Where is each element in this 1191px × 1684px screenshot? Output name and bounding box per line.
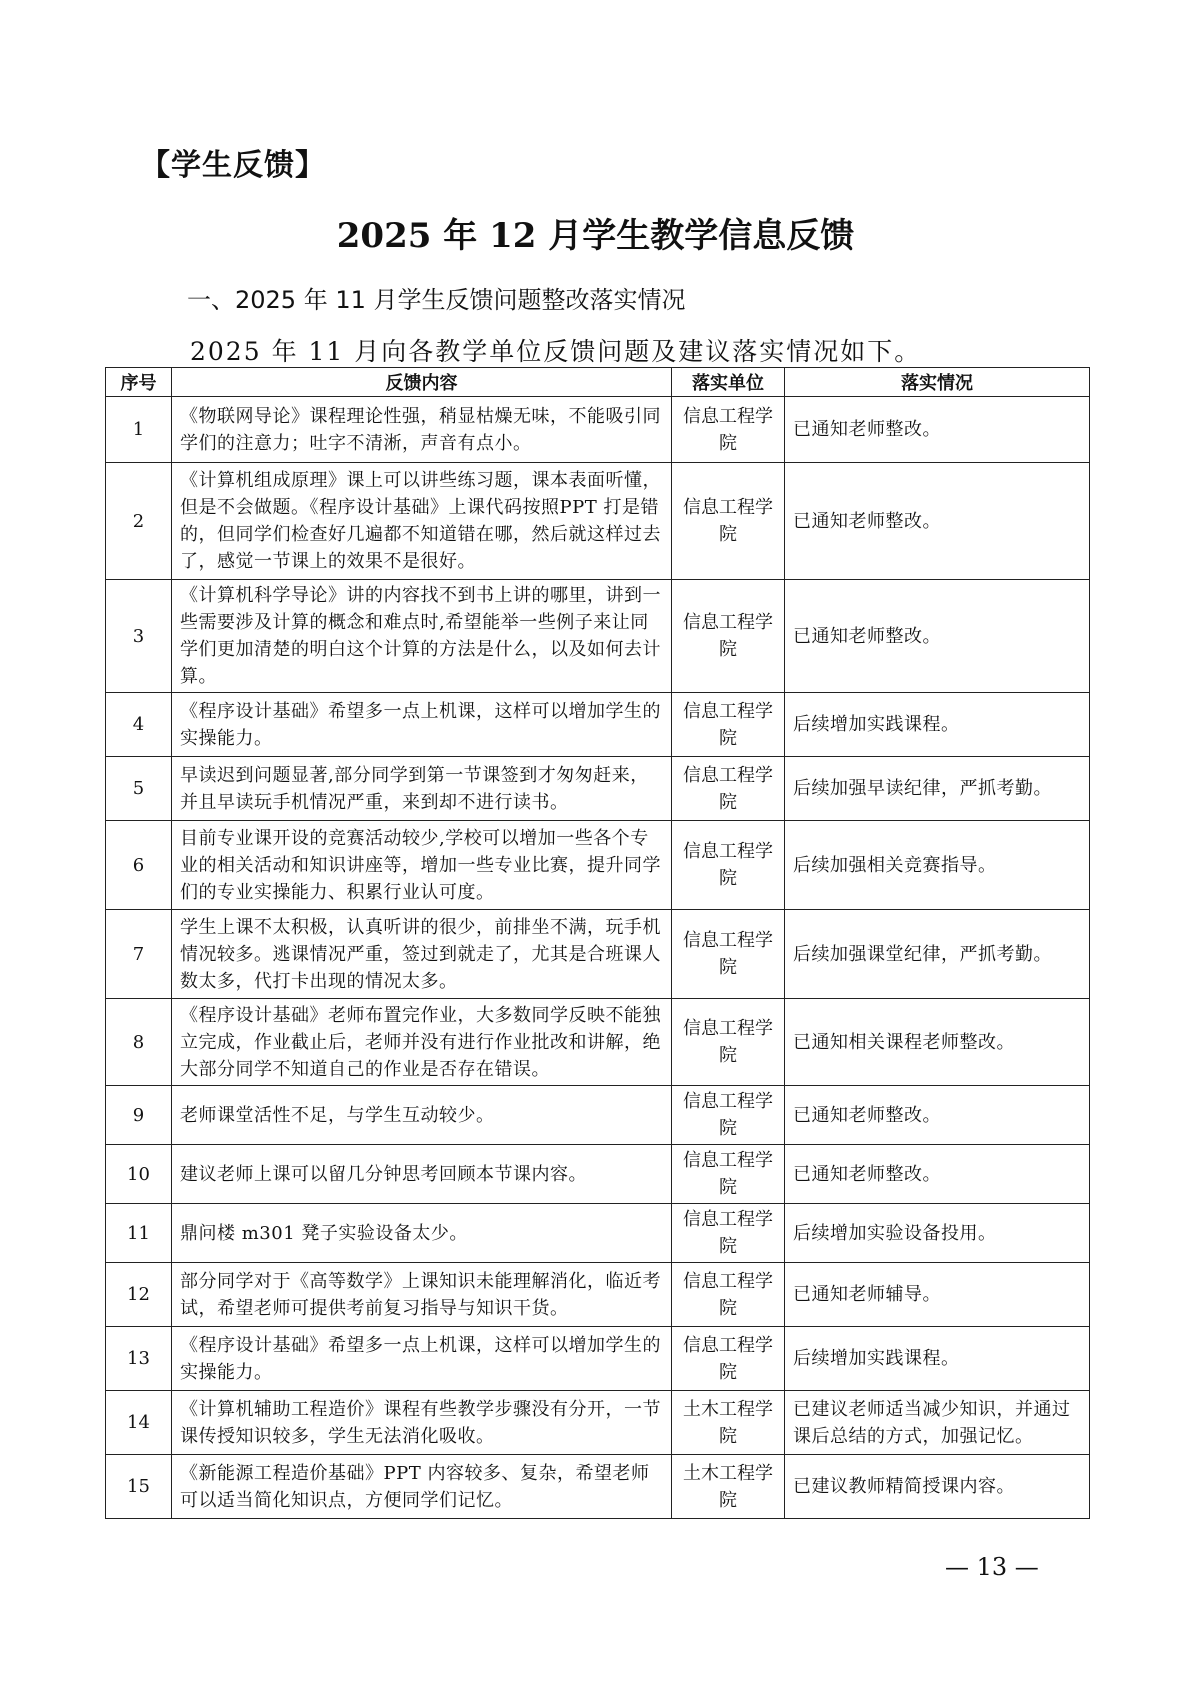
row-content: 鼎问楼 m301 凳子实验设备太少。	[172, 1204, 672, 1263]
row-number: 4	[106, 693, 172, 757]
row-content: 建议老师上课可以留几分钟思考回顾本节课内容。	[172, 1145, 672, 1204]
row-unit: 信息工程学院	[672, 580, 785, 693]
row-status: 后续增加实践课程。	[785, 693, 1090, 757]
row-unit: 信息工程学院	[672, 1263, 785, 1327]
row-unit: 信息工程学院	[672, 1086, 785, 1145]
row-content: 早读迟到问题显著,部分同学到第一节课签到才匆匆赶来，并且早读玩手机情况严重，来到却不进行读书。	[172, 757, 672, 821]
table-row	[106, 463, 1090, 580]
row-number: 10	[106, 1145, 172, 1204]
table-row	[106, 397, 1090, 463]
table-row	[106, 999, 1090, 1086]
row-status: 后续增加实践课程。	[785, 1327, 1090, 1391]
row-content: 部分同学对于《高等数学》上课知识未能理解消化，临近考试，希望老师可提供考前复习指导与知识干货。	[172, 1263, 672, 1327]
row-number: 13	[106, 1327, 172, 1391]
row-status: 后续加强相关竞赛指导。	[785, 821, 1090, 910]
row-number: 3	[106, 580, 172, 693]
row-number: 8	[106, 999, 172, 1086]
row-content: 《程序设计基础》希望多一点上机课，这样可以增加学生的实操能力。	[172, 693, 672, 757]
row-unit: 信息工程学院	[672, 757, 785, 821]
row-unit: 信息工程学院	[672, 999, 785, 1086]
row-content: 目前专业课开设的竞赛活动较少,学校可以增加一些各个专业的相关活动和知识讲座等，增加一些专业比赛，提升同学们的专业实操能力、积累行业认可度。	[172, 821, 672, 910]
row-number: 7	[106, 910, 172, 999]
header-content: 反馈内容	[172, 368, 672, 397]
intro-paragraph: 2025 年 11 月向各教学单位反馈问题及建议落实情况如下。	[190, 337, 922, 366]
row-number: 5	[106, 757, 172, 821]
row-number: 12	[106, 1263, 172, 1327]
table-row	[106, 1327, 1090, 1391]
row-number: 15	[106, 1455, 172, 1519]
row-content: 学生上课不太积极，认真听讲的很少，前排坐不满，玩手机情况较多。逃课情况严重，签过到就走了，尤其是合班课人数太多，代打卡出现的情况太多。	[172, 910, 672, 999]
row-unit: 信息工程学院	[672, 397, 785, 463]
row-status: 已通知老师整改。	[785, 397, 1090, 463]
table-row	[106, 1086, 1090, 1145]
row-number: 6	[106, 821, 172, 910]
row-status: 后续增加实验设备投用。	[785, 1204, 1090, 1263]
row-status: 已通知老师整改。	[785, 1086, 1090, 1145]
row-content: 《计算机科学导论》讲的内容找不到书上讲的哪里，讲到一些需要涉及计算的概念和难点时,希望能举一些例子来让同学们更加清楚的明白这个计算的方法是什么，以及如何去计算。	[172, 580, 672, 693]
row-status: 后续加强课堂纪律，严抓考勤。	[785, 910, 1090, 999]
header-status: 落实情况	[785, 368, 1090, 397]
row-status: 已通知老师辅导。	[785, 1263, 1090, 1327]
section-heading: 一、2025 年 11 月学生反馈问题整改落实情况	[187, 286, 686, 314]
row-unit: 土木工程学院	[672, 1455, 785, 1519]
header-unit: 落实单位	[672, 368, 785, 397]
table-header-row	[106, 368, 1090, 397]
table-row	[106, 1263, 1090, 1327]
row-number: 11	[106, 1204, 172, 1263]
row-unit: 信息工程学院	[672, 693, 785, 757]
page-number: — 13 —	[945, 1553, 1039, 1581]
table-row	[106, 821, 1090, 910]
row-status: 后续加强早读纪律，严抓考勤。	[785, 757, 1090, 821]
row-number: 14	[106, 1391, 172, 1455]
row-status: 已建议老师适当减少知识，并通过课后总结的方式，加强记忆。	[785, 1391, 1090, 1455]
header-no: 序号	[106, 368, 172, 397]
row-unit: 信息工程学院	[672, 821, 785, 910]
row-status: 已通知老师整改。	[785, 463, 1090, 580]
table-row	[106, 757, 1090, 821]
row-content: 《计算机组成原理》课上可以讲些练习题，课本表面听懂，但是不会做题。《程序设计基础》上课代码按照PPT 打是错的，但同学们检查好几遍都不知道错在哪，然后就这样过去了，感觉一节课上的效果不是很好。	[172, 463, 672, 580]
row-unit: 信息工程学院	[672, 463, 785, 580]
row-status: 已通知老师整改。	[785, 580, 1090, 693]
row-content: 老师课堂活性不足，与学生互动较少。	[172, 1086, 672, 1145]
row-unit: 土木工程学院	[672, 1391, 785, 1455]
row-status: 已通知相关课程老师整改。	[785, 999, 1090, 1086]
row-unit: 信息工程学院	[672, 1145, 785, 1204]
row-content: 《程序设计基础》老师布置完作业，大多数同学反映不能独立完成，作业截止后，老师并没有进行作业批改和讲解，绝大部分同学不知道自己的作业是否存在错误。	[172, 999, 672, 1086]
table-row	[106, 1391, 1090, 1455]
row-unit: 信息工程学院	[672, 910, 785, 999]
document-title: 2025 年 12 月学生教学信息反馈	[336, 216, 855, 256]
row-content: 《计算机辅助工程造价》课程有些教学步骤没有分开，一节课传授知识较多，学生无法消化吸收。	[172, 1391, 672, 1455]
row-status: 已建议教师精简授课内容。	[785, 1455, 1090, 1519]
table-row	[106, 693, 1090, 757]
row-number: 1	[106, 397, 172, 463]
table-row	[106, 1455, 1090, 1519]
row-unit: 信息工程学院	[672, 1327, 785, 1391]
row-unit: 信息工程学院	[672, 1204, 785, 1263]
row-status: 已通知老师整改。	[785, 1145, 1090, 1204]
row-content: 《新能源工程造价基础》PPT 内容较多、复杂，希望老师可以适当简化知识点，方便同学们记忆。	[172, 1455, 672, 1519]
table-row	[106, 580, 1090, 693]
row-content: 《程序设计基础》希望多一点上机课，这样可以增加学生的实操能力。	[172, 1327, 672, 1391]
row-number: 2	[106, 463, 172, 580]
feedback-table	[105, 367, 1090, 1519]
table-row	[106, 1204, 1090, 1263]
row-number: 9	[106, 1086, 172, 1145]
table-row	[106, 910, 1090, 999]
table-row	[106, 1145, 1090, 1204]
section-tag: 【学生反馈】	[140, 148, 326, 183]
row-content: 《物联网导论》课程理论性强，稍显枯燥无味，不能吸引同学们的注意力；吐字不清淅，声音有点小。	[172, 397, 672, 463]
